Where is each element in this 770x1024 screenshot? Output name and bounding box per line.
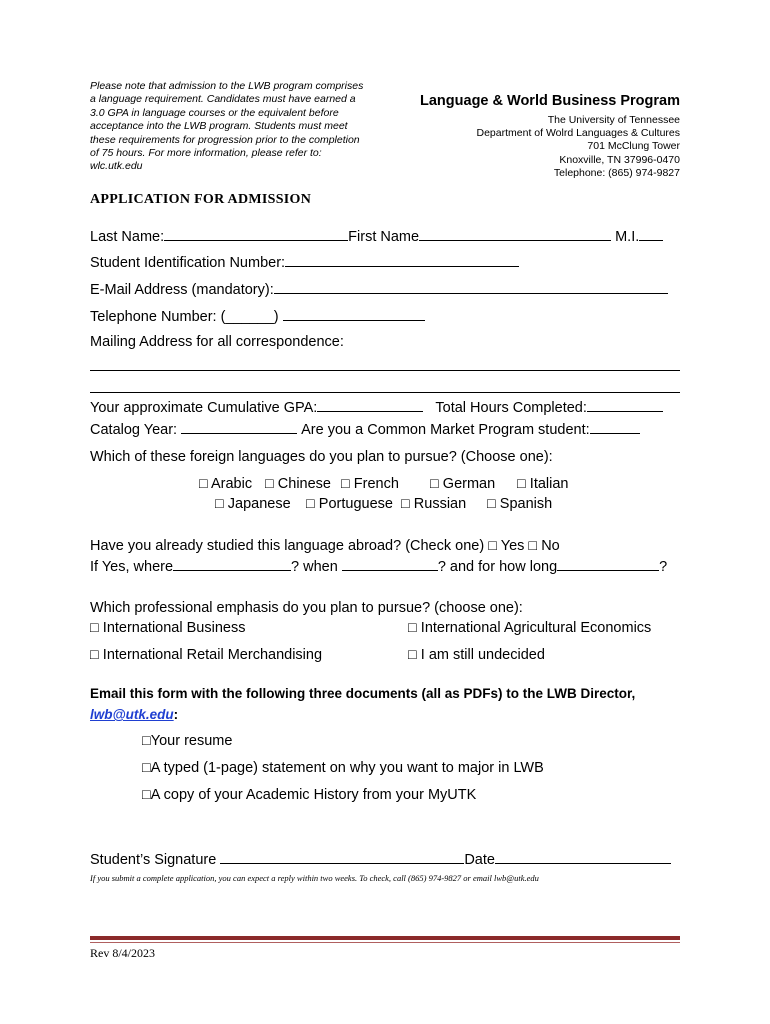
abroad-details-row — [90, 559, 667, 575]
signature-row — [90, 852, 671, 868]
emphasis-option-agricultural[interactable]: □ International Agricultural Economics — [408, 620, 652, 636]
emphasis-option-business[interactable]: □ International Business — [90, 620, 246, 636]
gpa-field[interactable] — [317, 411, 423, 412]
hours-field[interactable] — [587, 411, 663, 412]
language-option-french[interactable]: □ French — [341, 476, 399, 492]
language-option-german[interactable]: □ German — [430, 476, 496, 492]
email-label: E-Mail Address (mandatory): — [90, 282, 274, 298]
email-link-row — [90, 707, 178, 722]
student-id-row — [90, 255, 519, 271]
document-item-resume[interactable]: □Your resume — [142, 733, 233, 749]
abroad-how-long-field[interactable] — [557, 570, 659, 571]
hours-label: Total Hours Completed: — [435, 400, 587, 416]
email-instructions: Email this form with the following three documents (all as PDFs) to the LWB Director, — [90, 686, 636, 701]
first-name-label: First Name — [348, 229, 420, 245]
document-item-history[interactable]: □A copy of your Academic History from your MyUTK — [142, 787, 477, 803]
note-line: of 75 hours. For more information, please refer to: — [90, 147, 322, 160]
note-line: a language requirement. Candidates must have earned a — [90, 93, 356, 106]
language-option-portuguese[interactable]: □ Portuguese — [306, 496, 393, 512]
gpa-label: Your approximate Cumulative GPA: — [90, 400, 318, 416]
catalog-row — [90, 422, 640, 438]
language-option-russian[interactable]: □ Russian — [401, 496, 467, 512]
note-line: these requirements for progression prior to the completion — [90, 133, 360, 146]
program-address-line: 701 McClung Tower — [587, 140, 680, 153]
revision-date: Rev 8/4/2023 — [90, 946, 155, 960]
program-header — [420, 93, 680, 180]
name-row — [90, 229, 663, 245]
languages-question: Which of these foreign languages do you plan to pursue? (Choose one): — [90, 449, 553, 465]
language-option-japanese[interactable]: □ Japanese — [215, 496, 291, 512]
common-market-field[interactable] — [590, 433, 640, 434]
abroad-where-field[interactable] — [173, 570, 291, 571]
emphasis-option-undecided[interactable]: □ I am still undecided — [408, 647, 545, 663]
signature-label: Student’s Signature — [90, 852, 221, 868]
catalog-label: Catalog Year: — [90, 422, 182, 438]
first-name-field[interactable] — [419, 240, 611, 241]
date-label: Date — [464, 852, 495, 868]
common-market-label: Are you a Common Market Program student: — [301, 422, 590, 438]
telephone-row — [90, 309, 425, 325]
note-line: acceptance into the LWB program. Students must meet — [90, 120, 348, 133]
director-email-link[interactable]: lwb@utk.edu — [90, 707, 174, 722]
abroad-question[interactable]: Have you already studied this language abroad? (Check one) □ Yes □ No — [90, 538, 560, 554]
note-line: 3.0 GPA in language courses or the equivalent before — [90, 106, 339, 119]
language-option-arabic[interactable]: □ Arabic — [199, 476, 253, 492]
student-id-field[interactable] — [285, 266, 519, 267]
note-link[interactable]: wlc.utk.edu — [90, 160, 143, 173]
footer-divider-thin — [90, 942, 680, 943]
last-name-field[interactable] — [164, 240, 348, 241]
program-address-line: Knoxville, TN 37996-0470 — [559, 153, 680, 166]
student-id-label: Student Identification Number: — [90, 255, 286, 271]
footnote: If you submit a complete application, you can expect a reply within two weeks. To check, call (865) 974-9827 or email lwb@utk.edu — [90, 873, 539, 883]
abroad-how-long-label: ? and for how long — [437, 559, 558, 575]
email-row — [90, 282, 668, 298]
emphasis-question: Which professional emphasis do you plan to pursue? (choose one): — [90, 600, 523, 616]
date-field[interactable] — [495, 863, 671, 864]
program-address-line: The University of Tennessee — [547, 114, 680, 126]
mailing-address-line-1[interactable] — [90, 370, 680, 371]
page-title: APPLICATION FOR ADMISSION — [90, 192, 312, 207]
program-title: Language & World Business Program — [420, 93, 680, 109]
mi-label: M.I. — [615, 229, 640, 245]
language-option-italian[interactable]: □ Italian — [517, 476, 569, 492]
telephone-field[interactable] — [283, 320, 425, 321]
program-address-line: Department of Wolrd Languages & Cultures — [476, 127, 680, 140]
mailing-label: Mailing Address for all correspondence: — [90, 334, 344, 350]
signature-field[interactable] — [220, 863, 464, 864]
gpa-row — [90, 400, 663, 416]
document-item-statement[interactable]: □A typed (1-page) statement on why you want to major in LWB — [142, 760, 544, 776]
language-option-chinese[interactable]: □ Chinese — [265, 476, 331, 492]
program-telephone: Telephone: (865) 974-9827 — [553, 166, 680, 179]
footer-divider — [90, 936, 680, 940]
admission-note — [90, 80, 390, 174]
abroad-when-label: ? when — [291, 559, 342, 575]
emphasis-option-retail[interactable]: □ International Retail Merchandising — [90, 647, 323, 663]
email-colon: : — [173, 707, 179, 722]
telephone-label: Telephone Number: (______) — [90, 309, 283, 325]
mailing-address-line-2[interactable] — [90, 392, 680, 393]
note-line: Please note that admission to the LWB program comprises — [90, 80, 364, 92]
last-name-label: Last Name: — [90, 229, 165, 245]
email-field[interactable] — [274, 293, 668, 294]
abroad-end: ? — [659, 559, 668, 575]
language-option-spanish[interactable]: □ Spanish — [487, 496, 553, 512]
abroad-when-field[interactable] — [342, 570, 438, 571]
catalog-field[interactable] — [181, 433, 297, 434]
abroad-where-label: If Yes, where — [90, 559, 174, 575]
mi-field[interactable] — [639, 240, 663, 241]
